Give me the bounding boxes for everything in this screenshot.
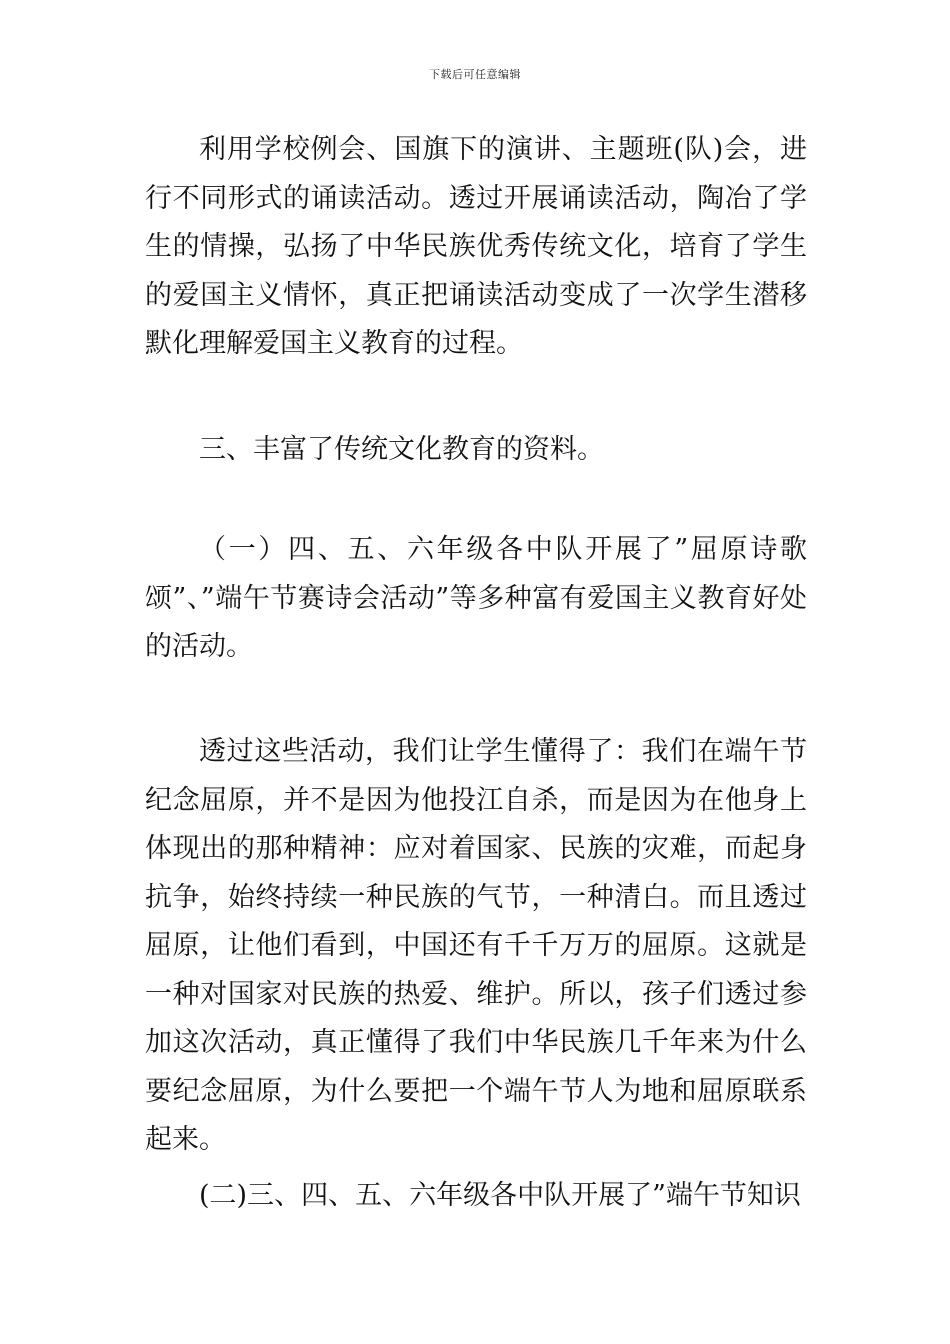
paragraph-recitation-activities xyxy=(145,126,807,369)
paragraph-text: (二)三、四、五、六年级各中队开展了”端午节知识 xyxy=(199,1180,801,1211)
paragraph-text: 利用学校例会、国旗下的演讲、主题班(队)会，进行不同形式的诵读活动。透过开展诵读活动，陶冶了学生的情操，弘扬了中华民族优秀传统文化，培育了学生的爱国主义情怀，真正把诵读活动变成了一次学生潜移默化理解爱国主义教育的过程。 xyxy=(145,134,807,359)
section-heading-three xyxy=(145,426,807,475)
paragraph-text: （一）四、五、六年级各中队开展了”屈原诗歌颂”、”端午节赛诗会活动”等多种富有爱国主义教育好处的活动。 xyxy=(145,534,807,662)
page-header: 下载后可任意编辑 xyxy=(429,68,521,81)
paragraph-subsection-two xyxy=(145,1172,807,1221)
paragraph-text: 透过这些活动，我们让学生懂得了：我们在端午节纪念屈原，并不是因为他投江自杀，而是因为在他身上体现出的那种精神：应对着国家、民族的灾难，而起身抗争，始终持续一种民族的气节，一种清白。而且透过屈原，让他们看到，中国还有千千万万的屈原。这就是一种对国家对民族的热爱、维护。所以，孩子们透过参加这次活动，真正懂得了我们中华民族几千年来为什么要纪念屈原，为什么要把一个端午节人为地和屈原联系起来。 xyxy=(145,736,807,1155)
paragraph-quyuan-spirit xyxy=(145,728,807,1165)
section-heading-text: 三、丰富了传统文化教育的资料。 xyxy=(199,434,604,465)
paragraph-subsection-one xyxy=(145,526,807,672)
